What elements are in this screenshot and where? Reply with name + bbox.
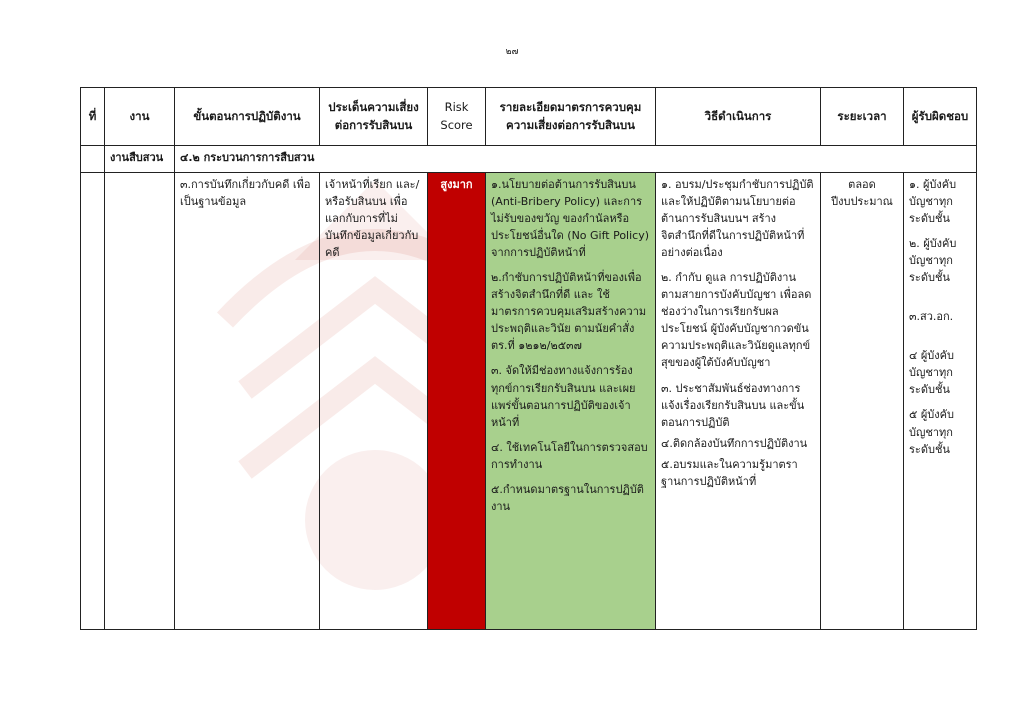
header-timeframe: ระยะเวลา: [821, 88, 904, 146]
responsible-item: ๓.สว.อก.: [909, 310, 954, 324]
measure-item: ๑.นโยบายต่อต้านการรับสินบน (Anti-Bribery Policy) และการไม่รับของขวัญ ของกำนัลหรือประโยชน์อื่นใด (No Gift Policy) จากการปฏิบัติหน้าที่: [491, 178, 650, 260]
row-risk-issue: เจ้าหน้าที่เรียก และ/หรือรับสินบน เพื่อแลกกับการที่ไม่บันทึกข้อมูลเกี่ยวกับคดี: [320, 173, 428, 630]
row-timeframe: ตลอดปีงบประมาณ: [821, 173, 904, 630]
header-risk-score: Risk Score: [428, 88, 486, 146]
page-number: ๒๗: [505, 47, 519, 57]
responsible-item: ๕ ผู้บังคับบัญชาทุกระดับชั้น: [909, 408, 954, 456]
section-title: ๔.๒ กระบวนการการสืบสวน: [175, 146, 977, 173]
responsible-item: ๑. ผู้บังคับบัญชาทุกระดับชั้น: [909, 178, 957, 226]
measure-item: ๕.กำหนดมาตรฐานในการปฏิบัติงาน: [491, 482, 644, 513]
method-item: ๕.อบรมและในความรู้มาตราฐานการปฏิบัติหน้าที่: [661, 457, 798, 488]
header-no: ที่: [81, 88, 105, 146]
method-item: ๓. ประชาสัมพันธ์ช่องทางการแจ้งเรื่องเรียกรับสินบน และขั้นตอนการปฏิบัติ: [661, 381, 805, 429]
header-task: งาน: [105, 88, 175, 146]
table-row: [81, 173, 977, 630]
measure-item: ๓. จัดให้มีช่องทางแจ้งการร้องทุกข์การเรียกรับสินบน และเผยแพร่ขั้นตอนการปฏิบัติของเจ้าหน้าที่: [491, 364, 636, 429]
responsible-item: ๔ ผู้บังคับบัญชาทุกระดับชั้น: [909, 349, 954, 397]
header-steps: ขั้นตอนการปฏิบัติงาน: [175, 88, 320, 146]
row-responsible: [904, 173, 977, 630]
measure-item: ๔. ใช้เทคโนโลยีในการตรวจสอบการทำงาน: [491, 440, 648, 471]
section-task: งานสืบสวน: [105, 146, 175, 173]
measure-item: ๒.กำชับการปฏิบัติหน้าที่ของเพื่อสร้างจิตสำนึกที่ดี และ ใช้มาตรการควบคุมเสริมสร้างความประพฤติและวินัย ตามนัยคำสั่ง ตร.ที่ ๑๒๑๒/๒๕๓๗: [491, 271, 647, 353]
risk-score-badge: สูงมาก: [428, 173, 486, 630]
risk-table: [80, 87, 977, 630]
header-responsible: ผู้รับผิดชอบ: [904, 88, 977, 146]
section-row: [81, 146, 977, 173]
row-task: [105, 173, 175, 630]
row-methods: [656, 173, 821, 630]
method-item: ๑. อบรม/ประชุมกำชับการปฏิบัติ และให้ปฏิบัติตามนโยบายต่อต้านการรับสินบนฯ สร้างจิตสำนึกที่ดีในการปฏิบัติหน้าที่อย่างต่อเนื่อง: [661, 178, 814, 260]
responsible-item: ๒. ผู้บังคับบัญชาทุกระดับชั้น: [909, 237, 957, 285]
header-measures: รายละเอียดมาตรการควบคุมความเสี่ยงต่อการรับสินบน: [486, 88, 656, 146]
section-no: [81, 146, 105, 173]
method-item: ๔.ติดกล้องบันทึกการปฏิบัติงาน: [661, 436, 808, 450]
row-no: [81, 173, 105, 630]
row-measures: [486, 173, 656, 630]
header-risk-issue: ประเด็นความเสี่ยงต่อการรับสินบน: [320, 88, 428, 146]
header-method: วิธีดำเนินการ: [656, 88, 821, 146]
method-item: ๒. กำกับ ดูแล การปฏิบัติงานตามสายการบังคับบัญชา เพื่อลดช่องว่างในการเรียกรับผลประโยชน์ ผู้บังคับบัญชากวดขันความประพฤติและวินัยดูแลทุกข์สุขของผู้ใต้บังคับบัญชา: [661, 271, 812, 370]
row-step: ๓.การบันทึกเกี่ยวกับคดี เพื่อเป็นฐานข้อมูล: [175, 173, 320, 630]
header-row: [81, 88, 977, 146]
